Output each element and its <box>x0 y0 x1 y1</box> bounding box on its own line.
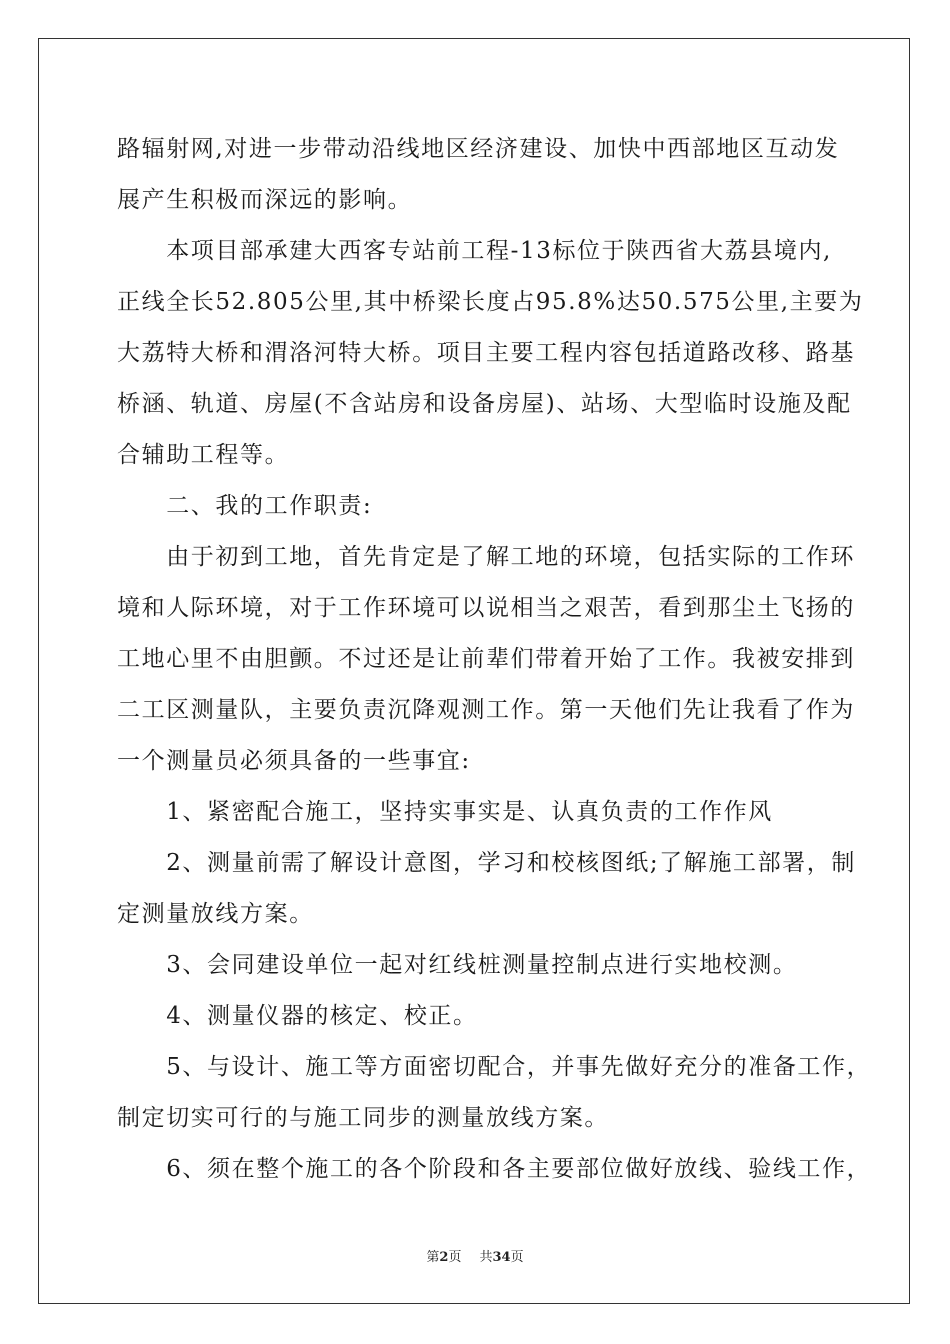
text-line: 正线全长52.805公里,其中桥梁长度占95.8%达50.575公里,主要为 <box>117 289 864 315</box>
total-page-count: 34 <box>492 1250 511 1265</box>
list-item: 5、与设计、施工等方面密切配合，并事先做好充分的准备工作， <box>117 1054 872 1080</box>
total-unit: 页 <box>510 1250 524 1265</box>
text-line: 路辐射网,对进一步带动沿线地区经济建设、加快中西部地区互动发 <box>117 136 840 162</box>
page-unit: 页 <box>448 1250 462 1265</box>
page-prefix: 第 <box>426 1250 440 1265</box>
list-item: 2、测量前需了解设计意图，学习和校核图纸;了解施工部署，制 <box>117 850 856 876</box>
text-line: 二工区测量队，主要负责沉降观测工作。第一天他们先让我看了作为 <box>117 697 855 723</box>
current-page-number: 2 <box>439 1250 449 1265</box>
section-heading: 二、我的工作职责: <box>117 493 373 519</box>
text-line: 工地心里不由胆颤。不过还是让前辈们带着开始了工作。我被安排到 <box>117 646 855 672</box>
text-line: 定测量放线方案。 <box>117 901 314 927</box>
list-item: 4、测量仪器的核定、校正。 <box>117 1003 478 1029</box>
list-item: 1、紧密配合施工，坚持实事实是、认真负责的工作作风 <box>117 799 773 825</box>
page-footer <box>0 1246 950 1265</box>
text-line: 合辅助工程等。 <box>117 442 290 468</box>
text-line: 展产生积极而深远的影响。 <box>117 187 413 213</box>
text-line: 一个测量员必须具备的一些事宜: <box>117 748 471 774</box>
text-line: 桥涵、轨道、房屋(不含站房和设备房屋)、站场、大型临时设施及配 <box>117 391 852 417</box>
text-line: 由于初到工地，首先肯定是了解工地的环境，包括实际的工作环 <box>117 544 855 570</box>
text-line: 境和人际环境，对于工作环境可以说相当之艰苦，看到那尘土飞扬的 <box>117 595 855 621</box>
total-prefix: 共 <box>479 1250 493 1265</box>
text-line: 制定切实可行的与施工同步的测量放线方案。 <box>117 1105 609 1131</box>
text-line: 大荔特大桥和渭洛河特大桥。项目主要工程内容包括道路改移、路基 <box>117 340 855 366</box>
list-item: 3、会同建设单位一起对红线桩测量控制点进行实地校测。 <box>117 952 798 978</box>
document-body <box>117 124 872 1195</box>
text-line: 本项目部承建大西客专站前工程-13标位于陕西省大荔县境内, <box>117 238 832 264</box>
list-item: 6、须在整个施工的各个阶段和各主要部位做好放线、验线工作， <box>117 1156 872 1182</box>
